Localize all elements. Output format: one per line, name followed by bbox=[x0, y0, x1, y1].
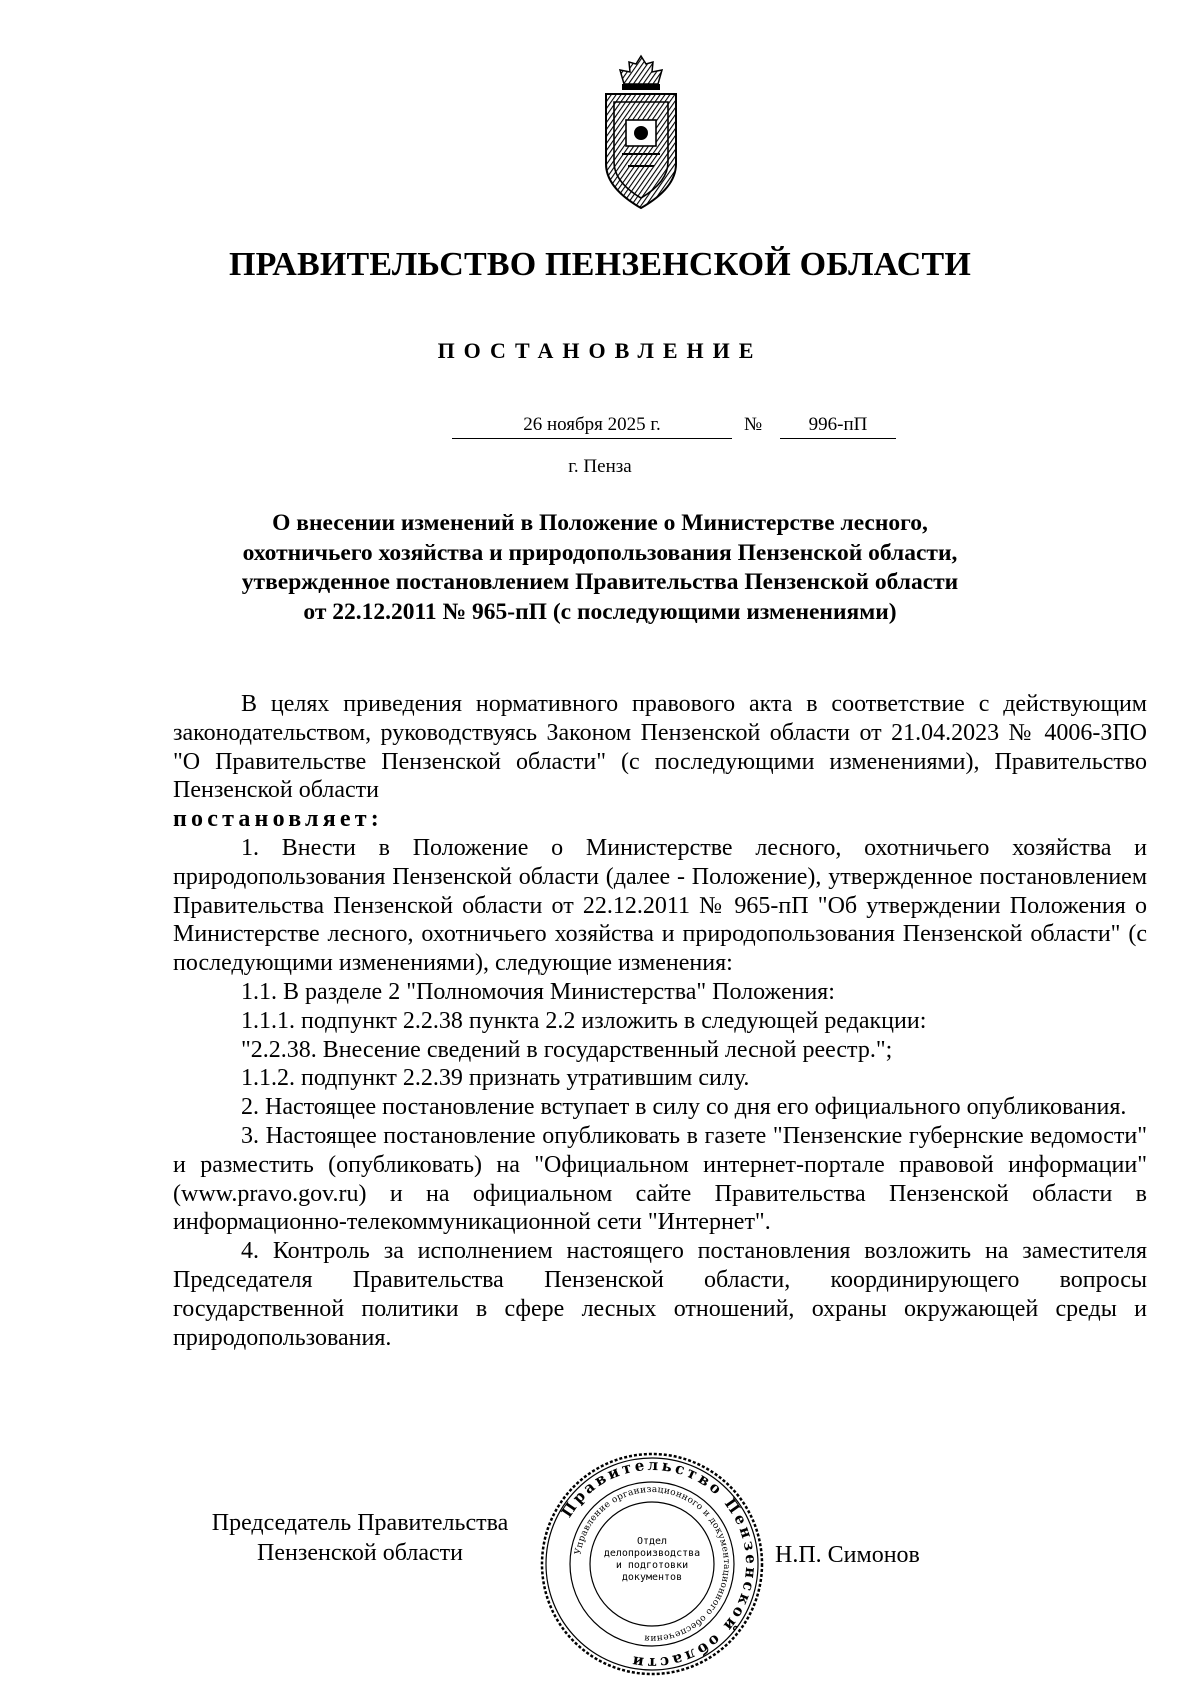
seal-outer-text: Правительство Пензенской области bbox=[557, 1455, 761, 1673]
official-seal-stamp bbox=[538, 1450, 766, 1678]
document-type: ПОСТАНОВЛЕНИЕ bbox=[437, 338, 763, 363]
body-paragraph: 1.1.2. подпункт 2.2.39 признать утратившим силу. bbox=[241, 1065, 750, 1092]
signatory-position-line: Председатель Правительства bbox=[211, 1510, 509, 1536]
document-number: 996-пП bbox=[780, 414, 896, 439]
document-body bbox=[173, 690, 1147, 1352]
body-paragraph: 1.1.1. подпункт 2.2.38 пункта 2.2 изложить в следующей редакции: bbox=[241, 1007, 927, 1034]
document-city: г. Пенза bbox=[568, 456, 632, 477]
subject-line: от 22.12.2011 № 965-пП (с последующими изменениями) bbox=[303, 598, 897, 625]
document-date: 26 ноября 2025 г. bbox=[452, 414, 732, 439]
body-paragraph: 1.1. В разделе 2 "Полномочия Министерства" Положения: bbox=[241, 978, 835, 1005]
signatory-position bbox=[170, 1508, 550, 1568]
signatory-name: Н.П. Симонов bbox=[775, 1542, 920, 1568]
subject-line: охотничьего хозяйства и природопользования Пензенской области, bbox=[242, 539, 958, 566]
subject-line: утвержденное постановлением Правительства Пензенской области bbox=[241, 569, 959, 595]
seal-center-text: Отдел делопроизводства и подготовки документов bbox=[603, 1536, 701, 1583]
number-sign: № bbox=[744, 414, 763, 435]
subject-line: О внесении изменений в Положение о Министерстве лесного, bbox=[272, 510, 928, 536]
body-paragraph: 4. Контроль за исполнением настоящего постановления возложить на заместителя Председателя Правительства Пензенской области, координирующего вопросы государственной политики в сфере лесных отношений, охраны окружающей среды и природопользования. bbox=[173, 1238, 1147, 1351]
document-subject bbox=[160, 509, 1040, 627]
preamble-paragraph: В целях приведения нормативного правового акта в соответствие с действующим законодательством, руководствуясь Законом Пензенской области от 21.04.2023 № 4006-ЗПО "О Правительстве Пензенской области" (с последующими изменениями), Правительство Пензенской области bbox=[173, 691, 1147, 804]
signatory-position-line: Пензенской области bbox=[257, 1540, 463, 1566]
government-title: ПРАВИТЕЛЬСТВО ПЕНЗЕНСКОЙ ОБЛАСТИ bbox=[228, 246, 971, 283]
body-paragraph: 1. Внести в Положение о Министерстве лесного, охотничьего хозяйства и природопользования Пензенской области (далее - Положение), утвержденное постановлением Правительства Пензенской области от 22.12.2011 № 965-пП "Об утверждении Положения о Министерстве лесного, охотничьего хозяйства и природопользования Пензенской области" (с последующими изменениями), следующие изменения: bbox=[173, 834, 1147, 977]
body-paragraph: 3. Настоящее постановление опубликовать в газете "Пензенские губернские ведомости" и разместить (опубликовать) на "Официальном интернет-портале правовой информации" (www.pravo.gov.ru) и на официальном сайте Правительства Пензенской области в информационно-телекоммуникационной сети "Интернет". bbox=[173, 1122, 1147, 1236]
body-paragraph: "2.2.38. Внесение сведений в государственный лесной реестр."; bbox=[241, 1036, 893, 1063]
seal-middle-text: Управление организационного и документационного обеспечения bbox=[573, 1484, 732, 1644]
resolves-line bbox=[173, 805, 1147, 834]
coat-of-arms-icon bbox=[600, 54, 682, 214]
resolves-word: постановляет: bbox=[173, 806, 383, 833]
body-paragraph: 2. Настоящее постановление вступает в силу со дня его официального опубликования. bbox=[241, 1094, 1127, 1121]
